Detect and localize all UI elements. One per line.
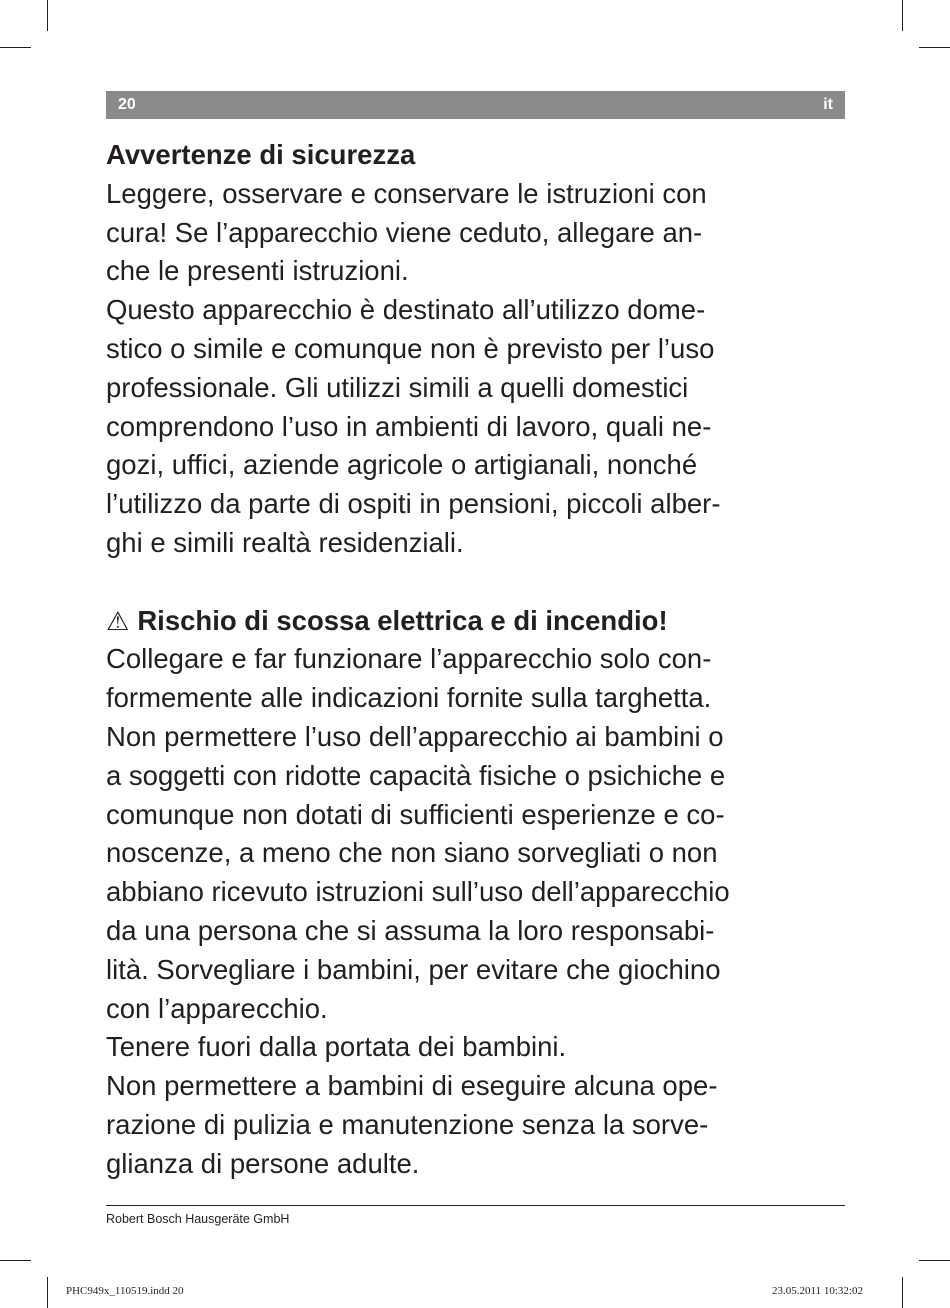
paragraph-line: razione di pulizia e manutenzione senza la sorve-: [106, 1108, 709, 1140]
paragraph-line: con l’apparecchio.: [106, 992, 328, 1024]
paragraph-line: Questo apparecchio è destinato all’utilizzo dome-: [106, 294, 706, 326]
page-content: [106, 136, 856, 1184]
paragraph-line: professionale. Gli utilizzi simili a quelli domestici: [106, 371, 689, 403]
warning-title: Rischio di scossa elettrica e di incendio!: [137, 604, 668, 636]
paragraph-line: che le presenti istruzioni.: [106, 255, 409, 287]
crop-mark-top-right-h: [919, 47, 950, 48]
crop-mark-top-left-h: [0, 47, 31, 48]
section-title-safety: Avvertenze di sicurezza: [106, 139, 416, 170]
paragraph-line: lità. Sorvegliare i bambini, per evitare che giochino: [106, 953, 721, 985]
page-header-bar: [106, 91, 845, 119]
footer-divider: [106, 1205, 845, 1206]
warning-heading: [106, 602, 856, 641]
paragraph-line: da una persona che si assuma la loro responsabi-: [106, 914, 715, 946]
paragraph-line: glianza di persone adulte.: [106, 1147, 420, 1179]
paragraph-line: Collegare e far funzionare l’apparecchio solo con-: [106, 643, 712, 675]
warning-triangle-icon: ⚠: [106, 605, 130, 636]
page-number: 20: [118, 96, 136, 113]
crop-mark-bottom-right: [902, 1277, 903, 1308]
paragraph-line: a soggetti con ridotte capacità fisiche o psichiche e: [106, 759, 726, 791]
crop-mark-bottom-left: [47, 1277, 48, 1308]
crop-mark-bottom-left-h: [0, 1260, 31, 1261]
paragraph-line: Non permettere l’uso dell’apparecchio ai bambini o: [106, 720, 724, 752]
paragraph-line: comunque non dotati di sufficienti esperienze e co-: [106, 798, 725, 830]
paragraph-line: Tenere fuori dalla portata dei bambini.: [106, 1031, 567, 1063]
print-slug-file: PHC949x_110519.indd 20: [66, 1285, 184, 1297]
paragraph-line: gozi, uffici, aziende agricole o artigianali, nonché: [106, 449, 698, 481]
paragraph-line: l’utilizzo da parte di ospiti in pensioni, piccoli alber-: [106, 488, 721, 520]
paragraph-line: stico o simile e comunque non è previsto per l’uso: [106, 332, 715, 364]
section-spacer: [106, 563, 856, 602]
paragraph-line: noscenze, a meno che non siano sorvegliati o non: [106, 837, 718, 869]
paragraph-line: abbiano ricevuto istruzioni sull’uso dell’apparecchio: [106, 876, 730, 908]
paragraph-line: comprendono l’uso in ambienti di lavoro, quali ne-: [106, 410, 712, 442]
paragraph-line: Leggere, osservare e conservare le istruzioni con: [106, 177, 707, 209]
print-slug-datetime: 23.05.2011 10:32:02: [772, 1285, 863, 1297]
crop-mark-top-left: [47, 0, 48, 31]
crop-mark-bottom-right-h: [919, 1260, 950, 1261]
crop-mark-top-right: [902, 0, 903, 31]
language-code: it: [823, 96, 833, 113]
paragraph-line: ghi e simili realtà residenziali.: [106, 526, 464, 558]
company-name: Robert Bosch Hausgeräte GmbH: [106, 1212, 290, 1226]
paragraph-line: cura! Se l’apparecchio viene ceduto, allegare an-: [106, 216, 703, 248]
paragraph-line: formemente alle indicazioni fornite sulla targhetta.: [106, 682, 712, 714]
paragraph-line: Non permettere a bambini di eseguire alcuna ope-: [106, 1070, 718, 1102]
